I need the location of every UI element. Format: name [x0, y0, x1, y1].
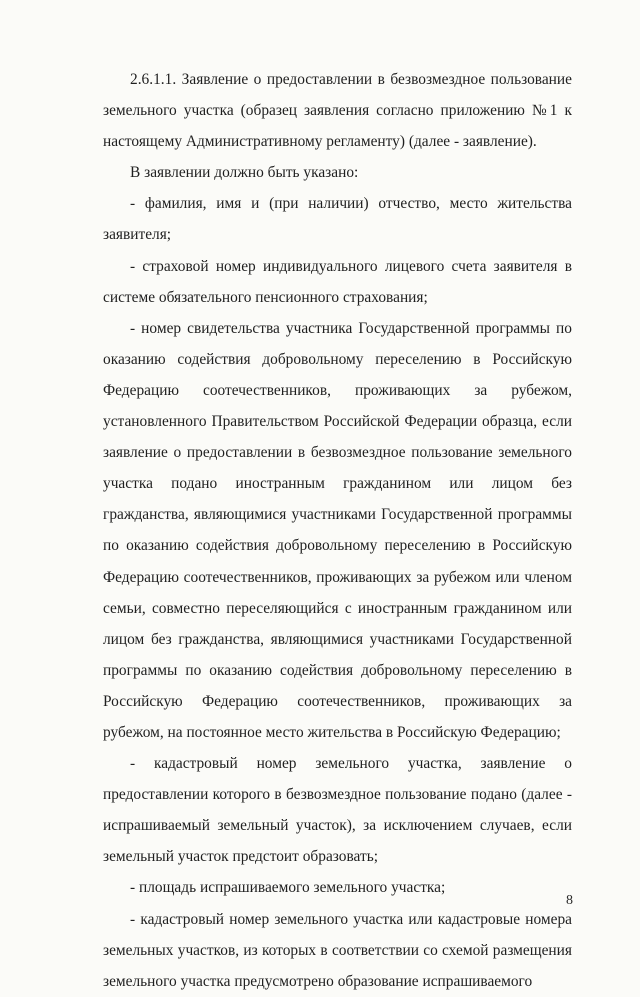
page-number: 8 [566, 893, 573, 908]
paragraph-applicant-name: - фамилия, имя и (при наличии) отчество, место жительства заявителя; [103, 195, 572, 244]
paragraph-certificate-number: - номер свидетельства участника Государственной программы по оказанию содействия добровольному переселению в Российскую Федерацию соотечественников, проживающих за рубежом, установленного Правительством Российской Федерации образца, если заявление о предоставлении в безвозмездное пользование земельного участка подано иностранным гражданином или лицом без гражданства, являющимися участниками Государственной программы по оказанию содействия добровольному переселению в Российскую Федерацию соотечественников, проживающих за рубежом или членом семьи, совместно переселяющийся с иностранным гражданином или лицом без гражданства, являющимися участниками Государственной программы по оказанию содействия добровольному переселению в Российскую Федерацию соотечественников, проживающих за рубежом, на постоянное место жительства в Российскую Федерацию; [103, 319, 572, 741]
paragraph-required-info-intro: В заявлении должно быть указано: [130, 164, 359, 182]
paragraph-cadastral-numbers-source: - кадастровый номер земельного участка или кадастровые номера земельных участков, из которых в соответствии со схемой размещения земельного участка предусмотрено образование испрашиваемого [103, 910, 572, 990]
paragraph-cadastral-number: - кадастровый номер земельного участка, заявление о предоставлении которого в безвозмездное пользование подано (далее - испрашиваемый земельный участок), за исключением случаев, если земельный участок предстоит образовать; [103, 755, 572, 866]
paragraph-land-area: - площадь испрашиваемого земельного участка; [130, 879, 446, 897]
paragraph-application-clause: 2.6.1.1. Заявление о предоставлении в безвозмездное пользование земельного участка (образец заявления согласно приложению №1 к настоящему Административному регламенту) (далее - заявление). [103, 71, 572, 151]
paragraph-insurance-number: - страховой номер индивидуального лицевого счета заявителя в системе обязательного пенсионного страхования; [103, 257, 572, 306]
